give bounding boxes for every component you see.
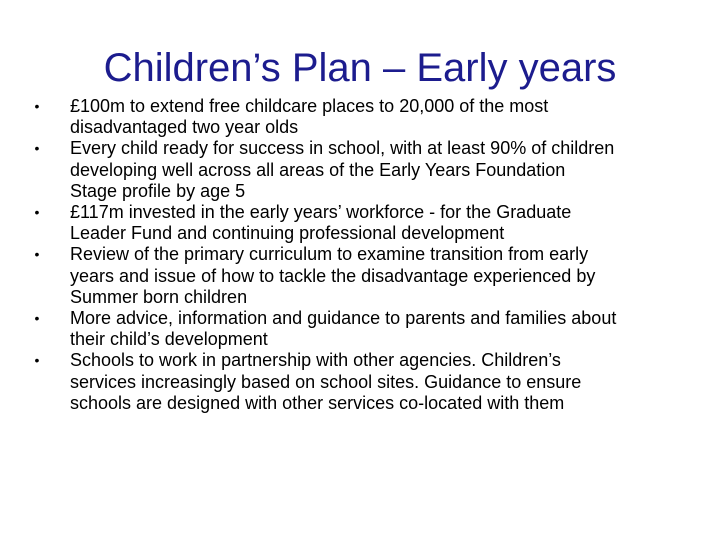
- bullet-list: [30, 96, 690, 414]
- bullet-item: [30, 308, 690, 350]
- bullet-line: Every child ready for success in school, with at least 90% of children: [70, 138, 615, 159]
- slide-title: Children’s Plan – Early years: [103, 46, 617, 90]
- bullet-marker-icon: •: [34, 98, 40, 114]
- bullet-item: [30, 96, 690, 138]
- bullet-item: [30, 138, 690, 202]
- bullet-line: their child’s development: [70, 329, 268, 350]
- bullet-line: disadvantaged two year olds: [70, 117, 299, 138]
- bullet-marker-icon: •: [34, 246, 40, 263]
- bullet-line: services increasingly based on school sites. Guidance to ensure: [70, 371, 582, 392]
- bullet-line: Leader Fund and continuing professional development: [70, 223, 505, 244]
- bullet-line: Schools to work in partnership with other agencies. Children’s: [70, 350, 561, 371]
- bullet-marker-icon: •: [34, 204, 40, 221]
- bullet-item: [30, 244, 690, 308]
- bullet-line: developing well across all areas of the Early Years Foundation: [70, 159, 566, 180]
- bullet-line: More advice, information and guidance to parents and families about: [70, 308, 617, 329]
- bullet-line: Stage profile by age 5: [70, 180, 246, 201]
- bullet-marker-icon: •: [34, 140, 40, 157]
- bullet-marker-icon: •: [34, 310, 40, 327]
- bullet-line: years and issue of how to tackle the disadvantage experienced by: [70, 265, 596, 286]
- bullet-marker-icon: •: [34, 352, 40, 369]
- bullet-line: Review of the primary curriculum to examine transition from early: [70, 244, 589, 265]
- bullet-line: schools are designed with other services co-located with them: [70, 392, 565, 413]
- bullet-item: [30, 202, 690, 244]
- bullet-line: Summer born children: [70, 286, 248, 307]
- bullet-item: [30, 350, 690, 414]
- bullet-line: £100m to extend free childcare places to 20,000 of the most: [70, 96, 549, 116]
- bullet-line: £117m invested in the early years’ workforce - for the Graduate: [70, 202, 572, 223]
